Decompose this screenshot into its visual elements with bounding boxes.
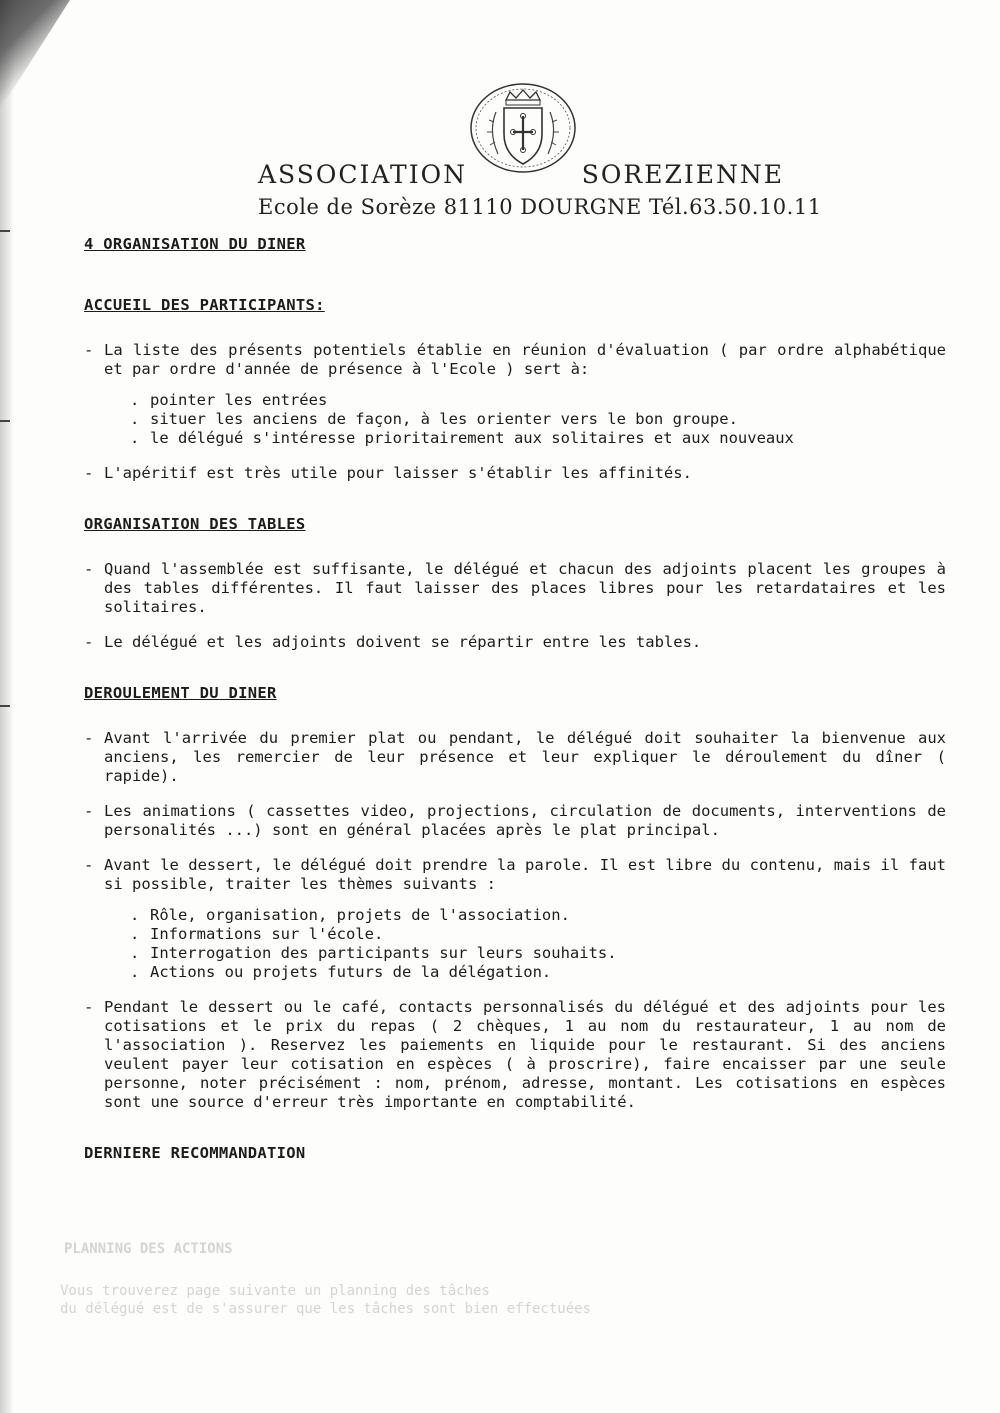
section-heading-tables: ORGANISATION DES TABLES	[84, 515, 306, 533]
edge-mark	[0, 420, 10, 422]
list-item-text: pointer les entrées	[150, 391, 328, 409]
show-through-heading: PLANNING DES ACTIONS	[64, 1241, 233, 1257]
association-name	[258, 160, 798, 189]
paragraph	[84, 633, 946, 652]
list-item	[130, 391, 946, 410]
show-through-text	[60, 1240, 960, 1317]
show-through-line: du délégué est de s'assurer que les tâches sont bien effectuées	[60, 1301, 592, 1317]
paragraph	[84, 856, 946, 894]
bullet-marker: .	[130, 944, 140, 962]
paragraph-text: Pendant le dessert ou le café, contacts personnalisés du délégué et des adjoints pour les cotisations et le prix du repas ( 2 chèques, 1 au nom du restaurateur, 1 au nom de l'association ). Reservez les paiements en liquide pour le restaurant. Si des anciens veulent payer leur cotisation en espèces ( à proscrire), faire encaisser par une seule personne, noter précisément : nom, prénom, adresse, montant. Les cotisations en espèces sont une source d'erreur très importante en comptabilité.	[104, 998, 946, 1111]
dash-marker: -	[84, 856, 94, 874]
section-heading-accueil: ACCUEIL DES PARTICIPANTS:	[84, 296, 325, 314]
section-heading-recommandation: DERNIERE RECOMMANDATION	[84, 1144, 306, 1162]
bullet-marker: .	[130, 429, 140, 447]
list-item	[130, 963, 946, 982]
dash-marker: -	[84, 464, 94, 482]
paragraph-text: Quand l'assemblée est suffisante, le délégué et chacun des adjoints placent les groupes à des tables différentes. Il faut laisser des places libres pour les retardataires et les solitaires.	[104, 560, 946, 616]
list-item	[130, 925, 946, 944]
folded-corner	[0, 0, 70, 110]
paragraph	[84, 341, 946, 379]
document-title: 4 ORGANISATION DU DINER	[84, 235, 306, 253]
list-item-text: Rôle, organisation, projets de l'association.	[150, 906, 570, 924]
dash-marker: -	[84, 802, 94, 820]
bullet-marker: .	[130, 925, 140, 943]
paragraph	[84, 560, 946, 617]
list-item-text: Informations sur l'école.	[150, 925, 384, 943]
edge-mark	[0, 705, 10, 707]
paragraph-text: Avant l'arrivée du premier plat ou pendant, le délégué doit souhaiter la bienvenue aux anciens, les remercier de leur présence et leur expliquer le déroulement du dîner ( rapide).	[104, 729, 946, 785]
paragraph-text: Les animations ( cassettes video, projections, circulation de documents, interventions de personalités ...) sont en général placées après le plat principal.	[104, 802, 946, 839]
bullet-marker: .	[130, 963, 140, 981]
list-item	[130, 906, 946, 925]
dash-marker: -	[84, 998, 94, 1016]
list-item-text: le délégué s'intéresse prioritairement aux solitaires et aux nouveaux	[150, 429, 794, 447]
association-name-right: SOREZIENNE	[581, 160, 784, 189]
bullet-marker: .	[130, 391, 140, 409]
list-item	[130, 429, 946, 448]
paragraph	[84, 729, 946, 786]
document-body	[84, 235, 946, 1189]
paragraph-text: Avant le dessert, le délégué doit prendre la parole. Il est libre du contenu, mais il faut si possible, traiter les thèmes suivants :	[104, 856, 946, 893]
association-address: Ecole de Sorèze 81110 DOURGNE Tél.63.50.10.11	[258, 195, 822, 219]
list-item-text: Interrogation des participants sur leurs souhaits.	[150, 944, 617, 962]
bullet-marker: .	[130, 410, 140, 428]
paragraph-text: Le délégué et les adjoints doivent se répartir entre les tables.	[104, 633, 702, 651]
paragraph	[84, 464, 946, 483]
association-name-left: ASSOCIATION	[258, 160, 467, 189]
dash-marker: -	[84, 729, 94, 747]
dash-marker: -	[84, 560, 94, 578]
bullet-list	[130, 391, 946, 448]
bullet-list	[130, 906, 946, 982]
paragraph-text: L'apéritif est très utile pour laisser s'établir les affinités.	[104, 464, 692, 482]
list-item	[130, 944, 946, 963]
paragraph	[84, 802, 946, 840]
list-item-text: situer les anciens de façon, à les orienter vers le bon groupe.	[150, 410, 738, 428]
paragraph-text: La liste des présents potentiels établie en réunion d'évaluation ( par ordre alphabétique et par ordre d'année de présence à l'Ecole ) sert à:	[104, 341, 946, 378]
show-through-line: Vous trouverez page suivante un planning des tâches	[60, 1283, 490, 1299]
bullet-marker: .	[130, 906, 140, 924]
list-item-text: Actions ou projets futurs de la délégation.	[150, 963, 552, 981]
edge-mark	[0, 230, 10, 232]
list-item	[130, 410, 946, 429]
dash-marker: -	[84, 633, 94, 651]
section-heading-deroulement: DEROULEMENT DU DINER	[84, 684, 277, 702]
paragraph	[84, 998, 946, 1112]
letterhead	[258, 160, 822, 219]
dash-marker: -	[84, 341, 94, 359]
